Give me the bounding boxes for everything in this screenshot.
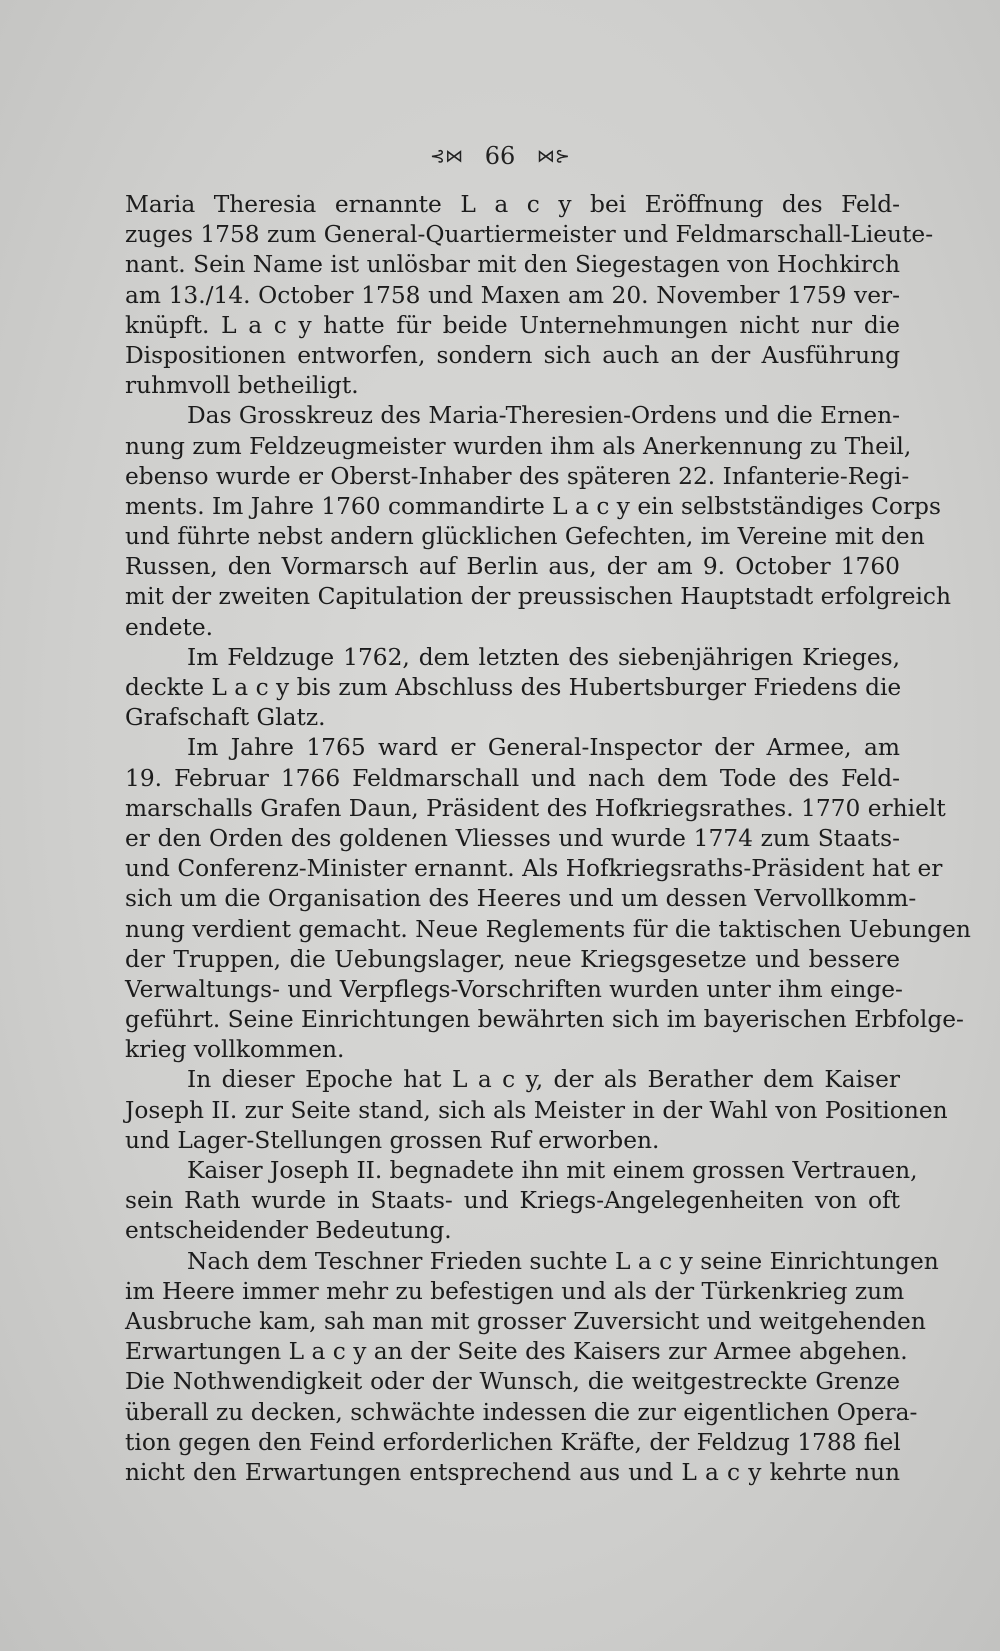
text-line: und Conferenz-Minister ernannt. Als Hofkriegsraths-Präsident hat er	[125, 855, 943, 883]
text-line: ments. Im Jahre 1760 commandirte L a c y ein selbstständiges Corps	[125, 492, 941, 520]
paragraph	[125, 190, 934, 401]
text-line: Das Grosskreuz des Maria-Theresien-Ordens und die Ernen-	[187, 402, 900, 430]
text-line: entscheidender Bedeutung.	[125, 1217, 452, 1245]
ornament-left-icon: ⊰⋈	[429, 146, 464, 167]
text-line: Dispositionen entworfen, sondern sich auch an der Ausführung	[125, 341, 900, 369]
paragraph	[125, 1065, 948, 1156]
text-line: im Heere immer mehr zu befestigen und als der Türkenkrieg zum	[125, 1277, 905, 1305]
text-line: Verwaltungs- und Verpflegs-Vorschriften wurden unter ihm einge-	[125, 975, 903, 1003]
page-header	[0, 142, 1000, 170]
text-line: knüpft. L a c y hatte für beide Unternehmungen nicht nur die	[125, 311, 900, 339]
text-line: zuges 1758 zum General-Quartiermeister und Feldmarschall-Lieute-	[125, 221, 934, 249]
text-line: nung verdient gemacht. Neue Reglements für die taktischen Uebungen	[125, 915, 971, 943]
text-line: mit der zweiten Capitulation der preussischen Hauptstadt erfolgreich	[125, 583, 951, 611]
paragraph	[125, 401, 951, 643]
text-line: Erwartungen L a c y an der Seite des Kaisers zur Armee abgehen.	[125, 1338, 908, 1366]
text-line: geführt. Seine Einrichtungen bewährten sich im bayerischen Erbfolge-	[125, 1006, 964, 1034]
text-line: nicht den Erwartungen entsprechend aus und L a c y kehrte nun	[125, 1458, 900, 1486]
text-line: nant. Sein Name ist unlösbar mit den Siegestagen von Hochkirch	[125, 251, 900, 279]
page-number: 66	[484, 142, 516, 170]
text-line: Die Nothwendigkeit oder der Wunsch, die weitgestreckte Grenze	[125, 1368, 900, 1396]
text-line: sein Rath wurde in Staats- und Kriegs-Angelegenheiten von oft	[125, 1187, 900, 1215]
text-line: Im Feldzuge 1762, dem letzten des siebenjährigen Krieges,	[187, 643, 900, 671]
text-line: deckte L a c y bis zum Abschluss des Hubertsburger Friedens die	[125, 674, 902, 701]
text-line: ruhmvoll betheiligt.	[125, 372, 359, 400]
text-line: Maria Theresia ernannte L a c y bei Eröffnung des Feld-	[125, 191, 900, 218]
text-line: Joseph II. zur Seite stand, sich als Meister in der Wahl von Positionen	[125, 1096, 948, 1124]
text-line: und Lager-Stellungen grossen Ruf erworben.	[125, 1126, 660, 1154]
text-line: Grafschaft Glatz.	[125, 704, 326, 732]
text-line: Nach dem Teschner Frieden suchte L a c y seine Einrichtungen	[187, 1247, 939, 1275]
text-line: marschalls Grafen Daun, Präsident des Hofkriegsrathes. 1770 erhielt	[125, 794, 946, 822]
paragraph	[125, 643, 900, 734]
paragraph	[125, 1247, 939, 1489]
text-line: sich um die Organisation des Heeres und um dessen Vervollkomm-	[125, 885, 917, 913]
ornament-right-icon: ⋈⊱	[536, 146, 570, 167]
text-line: In dieser Epoche hat L a c y, der als Berather dem Kaiser	[187, 1066, 900, 1094]
text-line: tion gegen den Feind erforderlichen Kräfte, der Feldzug 1788 fiel	[125, 1428, 901, 1456]
paragraph	[125, 1156, 918, 1247]
text-line: Ausbruche kam, sah man mit grosser Zuversicht und weitgehenden	[125, 1307, 926, 1335]
text-line: Im Jahre 1765 ward er General-Inspector der Armee, am	[187, 734, 900, 762]
text-line: krieg vollkommen.	[125, 1036, 345, 1064]
text-line: 19. Februar 1766 Feldmarschall und nach dem Tode des Feld-	[125, 764, 900, 792]
text-line: Russen, den Vormarsch auf Berlin aus, der am 9. October 1760	[125, 553, 900, 581]
body-text	[125, 190, 971, 1488]
text-line: Kaiser Joseph II. begnadete ihn mit einem grossen Vertrauen,	[187, 1157, 918, 1184]
text-line: am 13./14. October 1758 und Maxen am 20. November 1759 ver-	[125, 281, 900, 309]
text-line: überall zu decken, schwächte indessen die zur eigentlichen Opera-	[125, 1398, 918, 1426]
text-line: ebenso wurde er Oberst-Inhaber des späteren 22. Infanterie-Regi-	[125, 462, 910, 490]
text-line: und führte nebst andern glücklichen Gefechten, im Vereine mit den	[125, 523, 925, 551]
text-line: nung zum Feldzeugmeister wurden ihm als Anerkennung zu Theil,	[125, 432, 912, 460]
paragraph	[125, 733, 971, 1065]
text-line: er den Orden des goldenen Vliesses und wurde 1774 zum Staats-	[125, 824, 900, 852]
text-line: der Truppen, die Uebungslager, neue Kriegsgesetze und bessere	[125, 945, 900, 973]
text-line: endete.	[125, 613, 214, 641]
